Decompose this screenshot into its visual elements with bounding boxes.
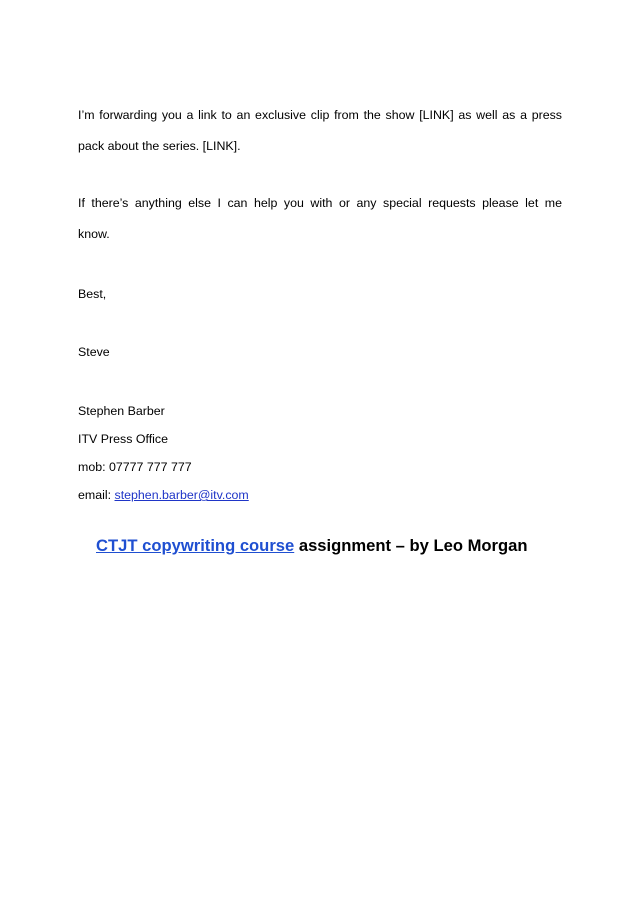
email-link[interactable]: stephen.barber@itv.com [114,488,249,502]
signature-mobile: mob: 07777 777 777 [78,460,192,474]
paragraph-2-line-2: know. [78,227,110,241]
paragraph-1-line-2: pack about the series. [LINK]. [78,139,241,153]
email-label: email: [78,488,115,502]
footer-credit [96,535,528,557]
course-link[interactable]: CTJT copywriting course [96,536,295,555]
paragraph-1-line-1: I’m forwarding you a link to an exclusive clip from the show [LINK] as well as a press [78,108,562,122]
signature-name: Steve [78,345,110,359]
signature-email-line [78,487,249,503]
signature-full-name: Stephen Barber [78,404,165,418]
signature-organisation: ITV Press Office [78,432,168,446]
paragraph-2-line-1: If there’s anything else I can help you with or any special requests please let me [78,196,562,210]
closing-text: Best, [78,287,107,301]
footer-credit-text: assignment – by Leo Morgan [294,536,528,555]
